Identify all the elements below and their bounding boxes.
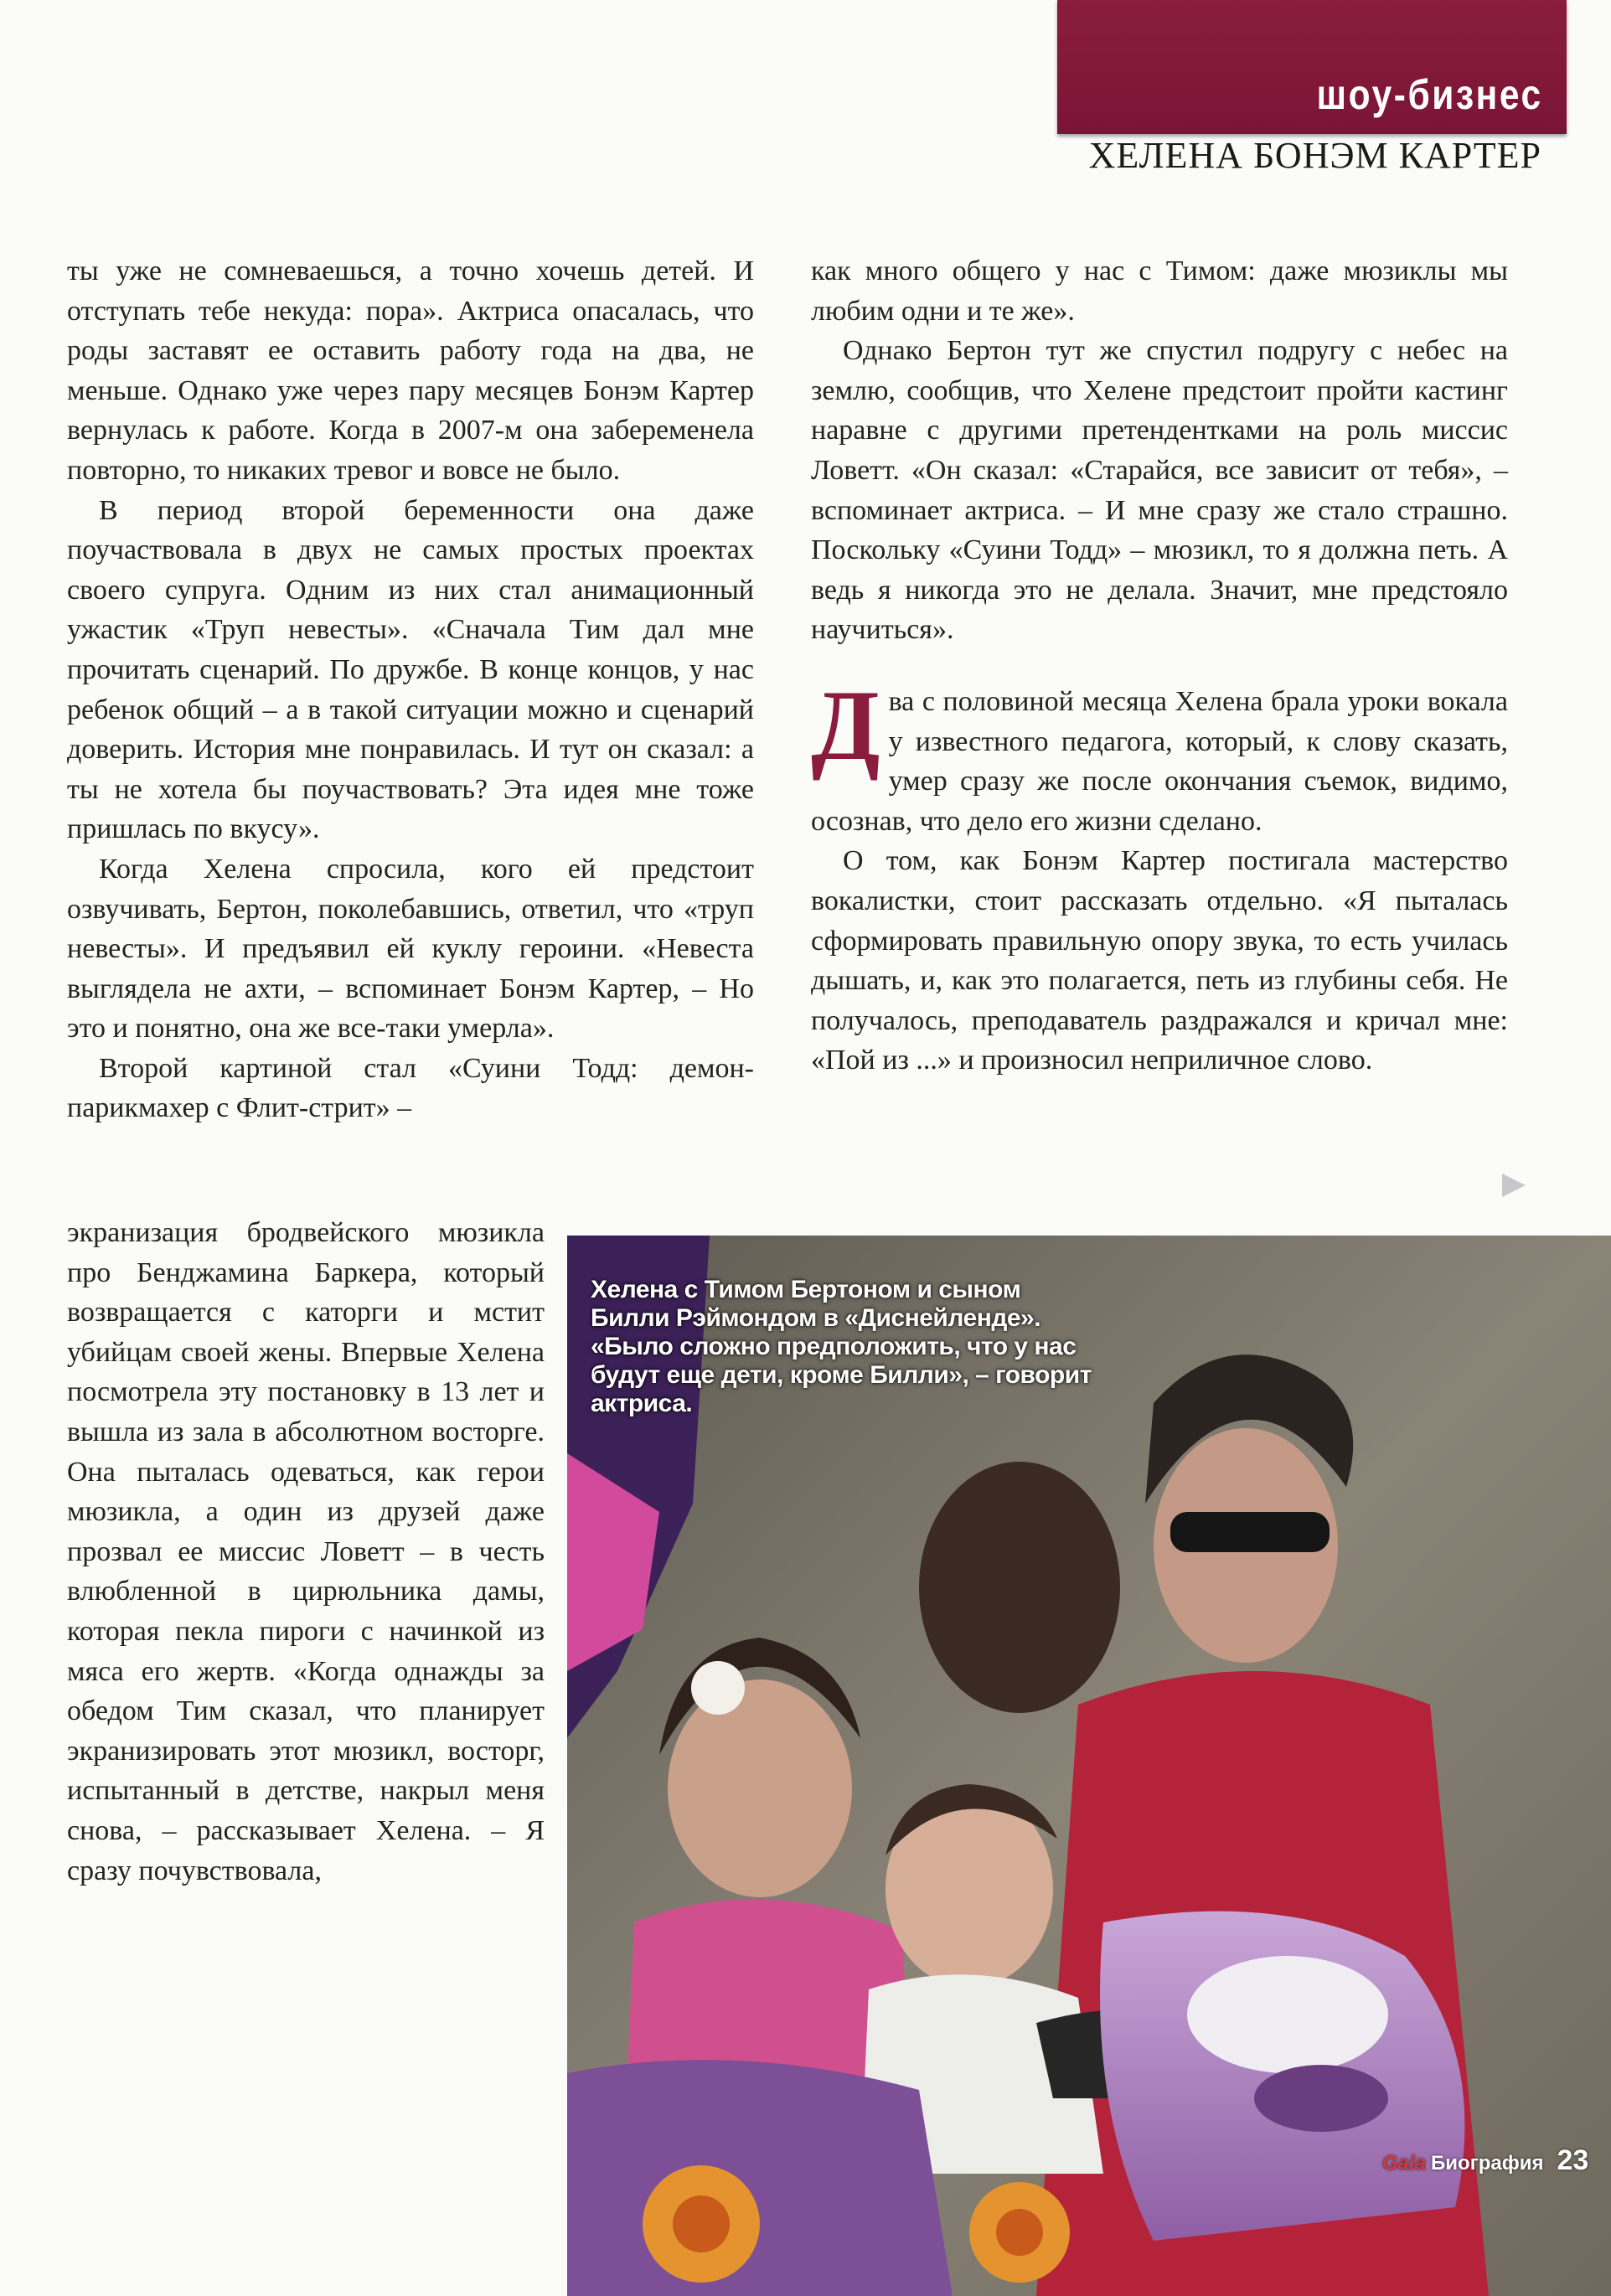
dropcap-paragraph-text: ва с половиной месяца Хелена брала уроки вокала у известного педагога, который, к слову сказать, умер сразу же после окончания съемок, видимо, осознав, что дело его жизни сделано. [811, 685, 1508, 837]
article-paragraph: О том, как Бонэм Картер постигала мастерство вокалистки, стоит рассказать отдельно. «Я пыталась сформировать правильную опору звука, то есть училась дышать, и, как это полагается, петь из глубины себя. Не получалось, преподаватель раздражался и кричал мне: «Пой из ...» и произносил неприличное слово. [811, 845, 1508, 1076]
page-footer [1382, 2144, 1588, 2181]
article-paragraph: Второй картиной стал «Суини Тодд: демон-парикмахер с Флит-стрит» – [67, 1052, 754, 1124]
section-label: шоу-бизнес [1316, 71, 1543, 118]
photo-caption: Хелена с Тимом Бертоном и сыном Билли Рэймондом в «Диснейленде». «Было сложно предположить, что у нас будут еще дети, кроме Билли», – говорит актриса. [591, 1276, 1092, 1417]
article-paragraph: как много общего у нас с Тимом: даже мюзиклы мы любим одни и те же». [811, 255, 1508, 327]
page-heading: ХЕЛЕНА БОНЭМ КАРТЕР [1088, 135, 1541, 176]
section-tab [1057, 0, 1567, 134]
article-paragraph: В период второй беременности она даже поучаствовала в двух не самых простых проектах своего супруга. Одним из них стал анимационный ужастик «Труп невесты». «Сначала Тим дал мне прочитать сценарий. По дружбе. В конце концов, у нас ребенок общий – а в такой ситуации можно и сценарий доверить. История мне понравилась. И тут он сказал: а ты не хотела бы поучаствовать? Эта идея мне тоже пришлась по вкусу». [67, 494, 754, 845]
left-column [67, 251, 754, 1128]
continue-arrow-icon [1502, 1174, 1526, 1197]
article-paragraph: Когда Хелена спросила, кого ей предстоит озвучивать, Бертон, поколебавшись, ответил, что «труп невесты». И предъявил ей куклу героини. «Невеста выглядела не ахти, – вспоминает Бонэм Картер, – Но это и понятно, она же все-таки умерла». [67, 853, 754, 1045]
article-paragraph: Однако Бертон тут же спустил подругу с небес на землю, сообщив, что Хелене предстоит пройти кастинг наравне с другими претендентками на роль миссис Ловетт. «Он сказал: «Старайся, все зависит от тебя», – вспоминает актриса. – И мне сразу же стало страшно. Поскольку «Суини Тодд» – мюзикл, то я должна петь. А ведь я никогда это не делала. Значит, мне предстояло научиться». [811, 335, 1508, 646]
dropcap-letter: Д [811, 668, 880, 781]
left-column-narrow [67, 1213, 545, 1891]
right-column [811, 251, 1508, 1081]
article-photo [567, 1236, 1611, 2296]
article-paragraph: ты уже не сомневаешься, а точно хочешь детей. И отступать тебе некуда: пора». Актриса опасалась, что роды заставят ее оставить работу года на два, не меньше. Однако уже через пару месяцев Бонэм Картер вернулась к работе. Когда в 2007-м она забеременела повторно, то никаких тревог и вовсе не было. [67, 255, 754, 486]
magazine-brand-logo: Gala [1382, 2152, 1427, 2175]
article-paragraph: экранизация бродвейского мюзикла про Бенджамина Баркера, который возвращается с каторги и мстит убийцам своей жены. Впервые Хелена посмотрела эту постановку в 13 лет и вышла из зала в абсолютном восторге. Она пыталась одеваться, как герои мюзикла, а один из друзей даже прозвал ее миссис Ловетт – в честь влюбленной в цирюльника дамы, которая пекла пироги с начинкой из мяса его жертв. «Когда однажды за обедом Тим сказал, что планирует экранизировать этот мюзикл, восторг, испытанный в детстве, накрыл меня снова, – рассказывает Хелена. – Я сразу почувствовала, [67, 1217, 545, 1886]
magazine-publication: Биография [1431, 2152, 1544, 2175]
page-number: 23 [1557, 2144, 1589, 2176]
article-paragraph-dropcap [811, 668, 1508, 841]
